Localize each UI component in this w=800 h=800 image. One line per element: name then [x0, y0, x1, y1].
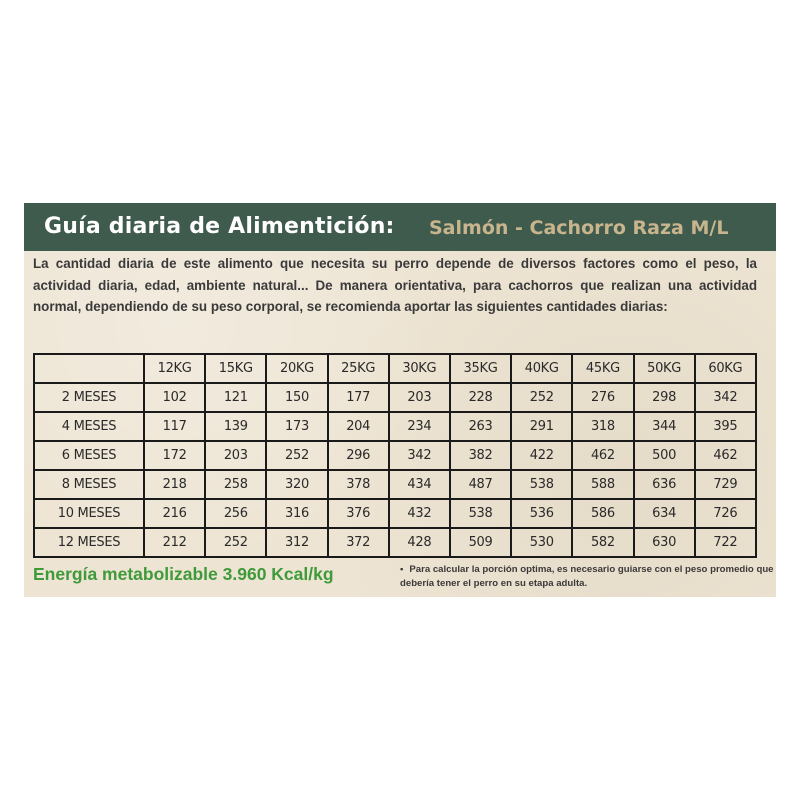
column-header: 25KG [328, 354, 389, 383]
table-cell: 139 [205, 412, 266, 441]
table-cell: 382 [450, 441, 511, 470]
row-label: 12 MESES [34, 528, 144, 557]
table-row [34, 383, 756, 412]
table-cell: 204 [328, 412, 389, 441]
table-cell: 342 [389, 441, 450, 470]
row-label: 4 MESES [34, 412, 144, 441]
column-header: 50KG [634, 354, 695, 383]
row-label: 2 MESES [34, 383, 144, 412]
table-cell: 586 [572, 499, 633, 528]
table-cell: 434 [389, 470, 450, 499]
table-row [34, 470, 756, 499]
table-cell: 312 [266, 528, 327, 557]
table-cell: 538 [450, 499, 511, 528]
row-label: 6 MESES [34, 441, 144, 470]
column-header: 35KG [450, 354, 511, 383]
table-cell: 722 [695, 528, 756, 557]
table-row [34, 412, 756, 441]
table-cell: 173 [266, 412, 327, 441]
energy-value: Energía metabolizable 3.960 Kcal/kg [33, 564, 334, 584]
table-cell: 150 [266, 383, 327, 412]
column-header: 45KG [572, 354, 633, 383]
table-cell: 117 [144, 412, 205, 441]
table-cell: 218 [144, 470, 205, 499]
table-cell: 530 [511, 528, 572, 557]
table-cell: 395 [695, 412, 756, 441]
table-cell: 291 [511, 412, 572, 441]
column-header: 40KG [511, 354, 572, 383]
table-cell: 121 [205, 383, 266, 412]
table-cell: 344 [634, 412, 695, 441]
table-cell: 462 [572, 441, 633, 470]
table-cell: 203 [205, 441, 266, 470]
column-header: 60KG [695, 354, 756, 383]
table-cell: 102 [144, 383, 205, 412]
column-header: 20KG [266, 354, 327, 383]
table-cell: 588 [572, 470, 633, 499]
table-cell: 536 [511, 499, 572, 528]
table-cell: 378 [328, 470, 389, 499]
table-cell: 422 [511, 441, 572, 470]
table-cell: 316 [266, 499, 327, 528]
footnote-text: Para calcular la porción optima, es necesario guiarse con el peso promedio que debería tener el perro en su etapa adulta. [400, 564, 774, 589]
table-cell: 509 [450, 528, 511, 557]
table-cell: 582 [572, 528, 633, 557]
table-row [34, 528, 756, 557]
table-cell: 252 [266, 441, 327, 470]
table-cell: 263 [450, 412, 511, 441]
table-corner-cell [34, 354, 144, 383]
intro-paragraph: La cantidad diaria de este alimento que necesita su perro depende de diversos factores como el peso, la actividad diaria, edad, ambiente natural... De manera orientativa, para cachorros que realizan una actividad normal, dependiendo de su peso corporal, se recomienda aportar las siguientes cantidades diarias: [33, 256, 757, 314]
table-cell: 234 [389, 412, 450, 441]
table-row [34, 499, 756, 528]
feeding-table [33, 353, 757, 558]
table-cell: 487 [450, 470, 511, 499]
row-label: 10 MESES [34, 499, 144, 528]
table-cell: 538 [511, 470, 572, 499]
table-cell: 276 [572, 383, 633, 412]
table-cell: 636 [634, 470, 695, 499]
table-cell: 296 [328, 441, 389, 470]
footnote [400, 563, 776, 590]
column-header: 30KG [389, 354, 450, 383]
table-cell: 172 [144, 441, 205, 470]
table-cell: 634 [634, 499, 695, 528]
header-bar [24, 203, 776, 251]
feeding-guide-card [24, 203, 776, 597]
table-cell: 256 [205, 499, 266, 528]
table-cell: 318 [572, 412, 633, 441]
table-cell: 228 [450, 383, 511, 412]
table-cell: 500 [634, 441, 695, 470]
table-cell: 320 [266, 470, 327, 499]
table-cell: 212 [144, 528, 205, 557]
table-body [34, 383, 756, 557]
column-header: 15KG [205, 354, 266, 383]
table-cell: 177 [328, 383, 389, 412]
table-cell: 726 [695, 499, 756, 528]
column-header: 12KG [144, 354, 205, 383]
table-cell: 428 [389, 528, 450, 557]
table-row [34, 441, 756, 470]
bullet-icon: • [400, 564, 404, 575]
table-cell: 252 [511, 383, 572, 412]
table-cell: 216 [144, 499, 205, 528]
product-subtitle: Salmón - Cachorro Raza M/L [429, 217, 729, 239]
table-cell: 203 [389, 383, 450, 412]
table-cell: 729 [695, 470, 756, 499]
table-cell: 372 [328, 528, 389, 557]
table-cell: 630 [634, 528, 695, 557]
table-cell: 298 [634, 383, 695, 412]
table-cell: 462 [695, 441, 756, 470]
table-header-row [34, 354, 756, 383]
table-cell: 432 [389, 499, 450, 528]
table-cell: 376 [328, 499, 389, 528]
table-cell: 342 [695, 383, 756, 412]
table-cell: 252 [205, 528, 266, 557]
guide-title: Guía diaria de Alimentición: [44, 214, 395, 239]
table-cell: 258 [205, 470, 266, 499]
row-label: 8 MESES [34, 470, 144, 499]
